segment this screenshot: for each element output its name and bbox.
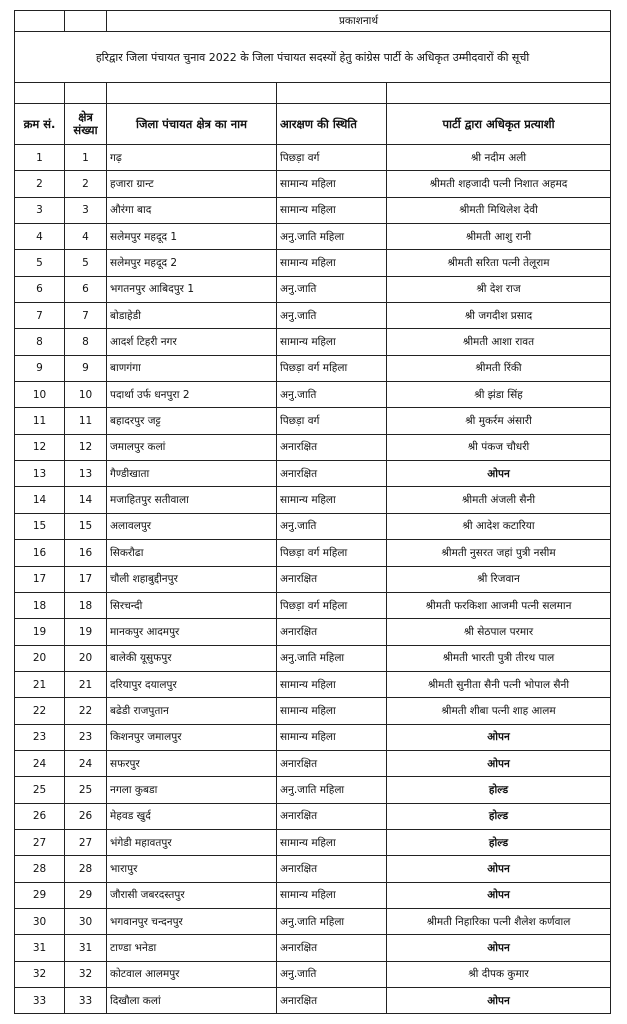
reservation-cell: पिछड़ा वर्ग [277, 145, 387, 171]
ward-no-cell: 22 [65, 698, 107, 724]
candidate-cell: ओपन [387, 882, 611, 908]
header-ward-name: जिला पंचायत क्षेत्र का नाम [107, 104, 277, 145]
candidate-cell: श्रीमती अंजली सैनी [387, 487, 611, 513]
candidate-cell: श्री देश राज [387, 276, 611, 302]
ward-no-cell: 18 [65, 592, 107, 618]
ward-name-cell: किशनपुर जमालपुर [107, 724, 277, 750]
table-row [15, 882, 611, 908]
table-row [15, 645, 611, 671]
header-row [15, 104, 611, 145]
ward-name-cell: सिरचन्दी [107, 592, 277, 618]
reservation-cell: अनु.जाति [277, 513, 387, 539]
ward-no-cell: 30 [65, 908, 107, 934]
serial-cell: 3 [15, 197, 65, 223]
candidate-cell: श्रीमती मिथिलेश देवी [387, 197, 611, 223]
ward-name-cell: सलेमपुर महदूद 2 [107, 250, 277, 276]
table-body [15, 145, 611, 1014]
serial-cell: 12 [15, 434, 65, 460]
spacer-row [15, 83, 611, 104]
ward-no-cell: 11 [65, 408, 107, 434]
candidate-cell: श्री आदेश कटारिया [387, 513, 611, 539]
ward-no-cell: 32 [65, 961, 107, 987]
table-row [15, 250, 611, 276]
ward-no-cell: 17 [65, 566, 107, 592]
ward-no-cell: 2 [65, 171, 107, 197]
blank-cell [277, 83, 387, 104]
table-row [15, 592, 611, 618]
candidate-cell: होल्ड [387, 803, 611, 829]
reservation-cell: अनु.जाति [277, 276, 387, 302]
candidate-cell: श्री झंडा सिंह [387, 382, 611, 408]
ward-no-cell: 23 [65, 724, 107, 750]
ward-no-cell: 13 [65, 461, 107, 487]
serial-cell: 20 [15, 645, 65, 671]
candidate-cell: श्रीमती फरकिशा आजमी पत्नी सलमान [387, 592, 611, 618]
ward-no-cell: 27 [65, 829, 107, 855]
reservation-cell: सामान्य महिला [277, 329, 387, 355]
serial-cell: 33 [15, 988, 65, 1014]
reservation-cell: पिछड़ा वर्ग [277, 408, 387, 434]
ward-name-cell: टाण्डा भनेडा [107, 935, 277, 961]
candidate-table [14, 10, 611, 1014]
ward-name-cell: जौरासी जबरदस्तपुर [107, 882, 277, 908]
serial-cell: 6 [15, 276, 65, 302]
reservation-cell: सामान्य महिला [277, 197, 387, 223]
table-row [15, 619, 611, 645]
ward-name-cell: सलेमपुर महदूद 1 [107, 224, 277, 250]
table-row [15, 224, 611, 250]
ward-name-cell: मजाहितपुर सतीवाला [107, 487, 277, 513]
table-row [15, 513, 611, 539]
reservation-cell: अनारक्षित [277, 988, 387, 1014]
ward-no-cell: 31 [65, 935, 107, 961]
ward-name-cell: भगवानपुर चन्दनपुर [107, 908, 277, 934]
ward-name-cell: मेहवड खुर्द [107, 803, 277, 829]
ward-name-cell: औरंगा बाद [107, 197, 277, 223]
candidate-cell: श्रीमती सुनीता सैनी पत्नी भोपाल सैनी [387, 671, 611, 697]
ward-no-cell: 29 [65, 882, 107, 908]
reservation-cell: अनारक्षित [277, 803, 387, 829]
reservation-cell: अनु.जाति [277, 382, 387, 408]
candidate-cell: ओपन [387, 988, 611, 1014]
blank-cell [65, 11, 107, 32]
candidate-cell: श्री जगदीश प्रसाद [387, 303, 611, 329]
ward-no-cell: 20 [65, 645, 107, 671]
serial-cell: 29 [15, 882, 65, 908]
ward-name-cell: जमालपुर कलां [107, 434, 277, 460]
document-sheet [14, 10, 610, 1014]
serial-cell: 4 [15, 224, 65, 250]
table-row [15, 935, 611, 961]
table-row [15, 803, 611, 829]
reservation-cell: सामान्य महिला [277, 698, 387, 724]
table-row [15, 961, 611, 987]
blank-cell [65, 83, 107, 104]
reservation-cell: सामान्य महिला [277, 171, 387, 197]
table-row [15, 303, 611, 329]
candidate-cell: श्रीमती आशु रानी [387, 224, 611, 250]
ward-name-cell: गैण्डीखाता [107, 461, 277, 487]
candidate-cell: ओपन [387, 724, 611, 750]
candidate-cell: श्रीमती रिंकी [387, 355, 611, 381]
ward-no-cell: 6 [65, 276, 107, 302]
ward-no-cell: 10 [65, 382, 107, 408]
table-row [15, 856, 611, 882]
table-row [15, 988, 611, 1014]
reservation-cell: अनारक्षित [277, 461, 387, 487]
table-row [15, 461, 611, 487]
ward-no-cell: 33 [65, 988, 107, 1014]
table-row [15, 698, 611, 724]
candidate-cell: श्रीमती शहजादी पत्नी निशात अहमद [387, 171, 611, 197]
table-row [15, 382, 611, 408]
table-row [15, 671, 611, 697]
blank-cell [15, 83, 65, 104]
ward-name-cell: भगतनपुर आबिदपुर 1 [107, 276, 277, 302]
serial-cell: 14 [15, 487, 65, 513]
table-row [15, 276, 611, 302]
serial-cell: 15 [15, 513, 65, 539]
candidate-cell: होल्ड [387, 777, 611, 803]
reservation-cell: सामान्य महिला [277, 829, 387, 855]
table-row [15, 434, 611, 460]
ward-name-cell: बढेडी राजपुतान [107, 698, 277, 724]
serial-cell: 27 [15, 829, 65, 855]
publication-row [15, 11, 611, 32]
table-row [15, 487, 611, 513]
reservation-cell: अनारक्षित [277, 434, 387, 460]
blank-cell [387, 83, 611, 104]
candidate-cell: श्री पंकज चौधरी [387, 434, 611, 460]
table-row [15, 777, 611, 803]
blank-cell [15, 11, 65, 32]
ward-no-cell: 24 [65, 750, 107, 776]
candidate-cell: ओपन [387, 461, 611, 487]
ward-name-cell: नगला कुबडा [107, 777, 277, 803]
header-reservation: आरक्षण की स्थिति [277, 104, 387, 145]
reservation-cell: अनु.जाति [277, 961, 387, 987]
ward-name-cell: पदार्था उर्फ धनपुरा 2 [107, 382, 277, 408]
table-row [15, 908, 611, 934]
reservation-cell: अनारक्षित [277, 566, 387, 592]
candidate-cell: ओपन [387, 935, 611, 961]
serial-cell: 31 [15, 935, 65, 961]
ward-no-cell: 15 [65, 513, 107, 539]
serial-cell: 17 [15, 566, 65, 592]
serial-cell: 13 [15, 461, 65, 487]
candidate-cell: श्रीमती भारती पुत्री तीरथ पाल [387, 645, 611, 671]
ward-no-cell: 14 [65, 487, 107, 513]
ward-name-cell: कोटवाल आलमपुर [107, 961, 277, 987]
candidate-cell: श्री नदीम अली [387, 145, 611, 171]
ward-name-cell: दरियापुर दयालपुर [107, 671, 277, 697]
candidate-cell: ओपन [387, 750, 611, 776]
candidate-cell: श्रीमती आशा रावत [387, 329, 611, 355]
serial-cell: 30 [15, 908, 65, 934]
publication-label: प्रकाशनार्थ [107, 11, 611, 32]
reservation-cell: अनु.जाति महिला [277, 908, 387, 934]
ward-name-cell: भारापुर [107, 856, 277, 882]
serial-cell: 9 [15, 355, 65, 381]
candidate-cell: ओपन [387, 856, 611, 882]
candidate-cell: श्री दीपक कुमार [387, 961, 611, 987]
serial-cell: 24 [15, 750, 65, 776]
ward-no-cell: 26 [65, 803, 107, 829]
ward-name-cell: बाणगंगा [107, 355, 277, 381]
ward-no-cell: 1 [65, 145, 107, 171]
ward-no-cell: 19 [65, 619, 107, 645]
table-row [15, 355, 611, 381]
ward-name-cell: आदर्श टिहरी नगर [107, 329, 277, 355]
ward-name-cell: सफरपुर [107, 750, 277, 776]
ward-no-cell: 5 [65, 250, 107, 276]
ward-name-cell: भंगेडी महावतपुर [107, 829, 277, 855]
reservation-cell: अनु.जाति [277, 303, 387, 329]
serial-cell: 18 [15, 592, 65, 618]
ward-no-cell: 4 [65, 224, 107, 250]
reservation-cell: सामान्य महिला [277, 882, 387, 908]
reservation-cell: पिछड़ा वर्ग महिला [277, 540, 387, 566]
table-row [15, 750, 611, 776]
ward-no-cell: 28 [65, 856, 107, 882]
reservation-cell: सामान्य महिला [277, 250, 387, 276]
serial-cell: 8 [15, 329, 65, 355]
serial-cell: 28 [15, 856, 65, 882]
ward-name-cell: चौली शहाबुद्दीनपुर [107, 566, 277, 592]
table-row [15, 145, 611, 171]
table-row [15, 171, 611, 197]
reservation-cell: अनु.जाति महिला [277, 777, 387, 803]
header-candidate: पार्टी द्वारा अधिकृत प्रत्याशी [387, 104, 611, 145]
serial-cell: 7 [15, 303, 65, 329]
header-serial: क्रम सं. [15, 104, 65, 145]
table-row [15, 566, 611, 592]
reservation-cell: अनु.जाति महिला [277, 224, 387, 250]
table-row [15, 829, 611, 855]
serial-cell: 32 [15, 961, 65, 987]
ward-name-cell: बोडाहेडी [107, 303, 277, 329]
blank-cell [107, 83, 277, 104]
ward-no-cell: 16 [65, 540, 107, 566]
serial-cell: 5 [15, 250, 65, 276]
candidate-cell: श्री सेठपाल परमार [387, 619, 611, 645]
table-row [15, 408, 611, 434]
serial-cell: 22 [15, 698, 65, 724]
serial-cell: 19 [15, 619, 65, 645]
candidate-cell: श्री मुकर्रम अंसारी [387, 408, 611, 434]
serial-cell: 1 [15, 145, 65, 171]
reservation-cell: पिछड़ा वर्ग महिला [277, 592, 387, 618]
table-row [15, 540, 611, 566]
ward-no-cell: 7 [65, 303, 107, 329]
candidate-cell: श्रीमती नुसरत जहां पुत्री नसीम [387, 540, 611, 566]
candidate-cell: श्रीमती सरिता पत्नी तेलूराम [387, 250, 611, 276]
reservation-cell: अनारक्षित [277, 856, 387, 882]
ward-name-cell: दिखौला कलां [107, 988, 277, 1014]
candidate-cell: श्रीमती निहारिका पत्नी शैलेश कर्णवाल [387, 908, 611, 934]
ward-no-cell: 25 [65, 777, 107, 803]
reservation-cell: अनु.जाति महिला [277, 645, 387, 671]
serial-cell: 11 [15, 408, 65, 434]
reservation-cell: सामान्य महिला [277, 671, 387, 697]
candidate-cell: श्रीमती शीबा पत्नी शाह आलम [387, 698, 611, 724]
serial-cell: 25 [15, 777, 65, 803]
table-row [15, 329, 611, 355]
ward-no-cell: 8 [65, 329, 107, 355]
reservation-cell: अनारक्षित [277, 619, 387, 645]
ward-no-cell: 9 [65, 355, 107, 381]
serial-cell: 26 [15, 803, 65, 829]
candidate-cell: श्री रिजवान [387, 566, 611, 592]
ward-no-cell: 12 [65, 434, 107, 460]
reservation-cell: सामान्य महिला [277, 487, 387, 513]
ward-name-cell: हजारा ग्रान्ट [107, 171, 277, 197]
table-row [15, 724, 611, 750]
ward-name-cell: मानकपुर आदमपुर [107, 619, 277, 645]
ward-name-cell: अलावलपुर [107, 513, 277, 539]
ward-name-cell: बहादरपुर जट्ट [107, 408, 277, 434]
serial-cell: 21 [15, 671, 65, 697]
ward-name-cell: गढ़ [107, 145, 277, 171]
reservation-cell: अनारक्षित [277, 750, 387, 776]
ward-name-cell: सिकरौढा [107, 540, 277, 566]
document-title: हरिद्वार जिला पंचायत चुनाव 2022 के जिला पंचायत सदस्यों हेतु कांग्रेस पार्टी के अधिकृत उम्मीदवारों की सूची [15, 32, 611, 83]
candidate-cell: होल्ड [387, 829, 611, 855]
reservation-cell: पिछड़ा वर्ग महिला [277, 355, 387, 381]
ward-no-cell: 21 [65, 671, 107, 697]
title-row [15, 32, 611, 83]
ward-name-cell: बालेकी यूसुफपुर [107, 645, 277, 671]
reservation-cell: अनारक्षित [277, 935, 387, 961]
table-row [15, 197, 611, 223]
reservation-cell: सामान्य महिला [277, 724, 387, 750]
ward-no-cell: 3 [65, 197, 107, 223]
header-ward-no: क्षेत्र संख्या [65, 104, 107, 145]
serial-cell: 16 [15, 540, 65, 566]
serial-cell: 10 [15, 382, 65, 408]
serial-cell: 23 [15, 724, 65, 750]
serial-cell: 2 [15, 171, 65, 197]
